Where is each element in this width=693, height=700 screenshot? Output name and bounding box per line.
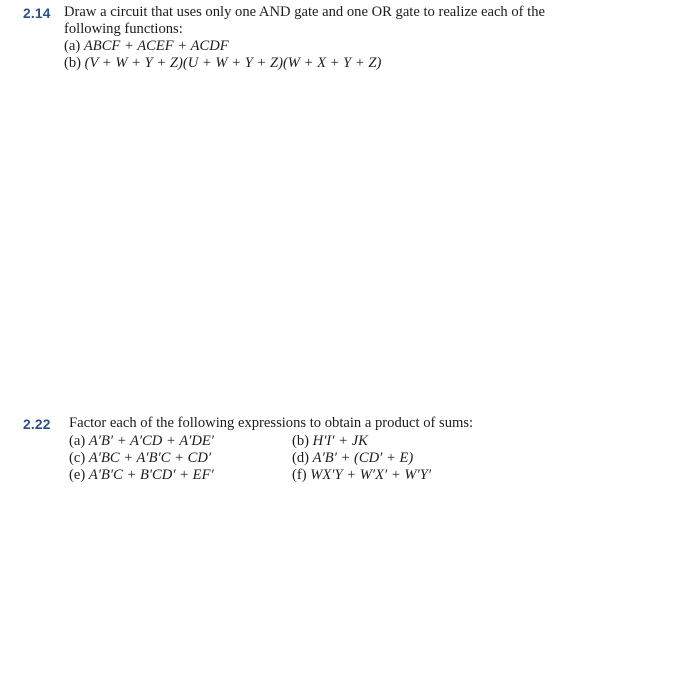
part-expression: ABCF + ACEF + ACDF [83, 38, 229, 54]
problem-2-14 [0, 0, 693, 90]
part-expression: (V + W + Y + Z)(U + W + Y + Z)(W + X + Y + Z) [84, 55, 382, 71]
problem-number: 2.22 [23, 417, 51, 432]
part-e [69, 468, 214, 484]
part-label: (c) [69, 450, 89, 466]
part-label: (f) [292, 467, 311, 483]
problem-prompt: Factor each of the following expressions to obtain a product of sums: [69, 415, 474, 431]
part-label: (a) [64, 38, 84, 54]
part-f [292, 468, 431, 484]
part-b [292, 434, 368, 450]
part-expression: H′I′ + JK [312, 433, 368, 449]
part-expression: WX′Y + W′X′ + W′Y′ [310, 467, 432, 483]
problem-2-22 [0, 405, 693, 515]
part-expression: A′B′ + A′CD + A′DE′ [88, 433, 214, 449]
problem-prompt-line-1: Draw a circuit that uses only one AND gate and one OR gate to realize each of the [64, 4, 546, 20]
part-expression: A′B′ + (CD′ + E) [312, 450, 414, 466]
part-c [69, 451, 211, 467]
part-b [64, 56, 381, 72]
part-label: (e) [69, 467, 89, 483]
problem-prompt-line-2: following functions: [64, 21, 183, 37]
part-expression: A′BC + A′B′C + CD′ [88, 450, 212, 466]
part-d [292, 451, 413, 467]
part-a [64, 39, 229, 55]
part-a [69, 434, 214, 450]
part-label: (d) [292, 450, 313, 466]
problem-number: 2.14 [23, 6, 51, 21]
part-label: (b) [292, 433, 313, 449]
part-label: (b) [64, 55, 85, 71]
part-label: (a) [69, 433, 89, 449]
part-expression: A′B′C + B′CD′ + EF′ [88, 467, 214, 483]
